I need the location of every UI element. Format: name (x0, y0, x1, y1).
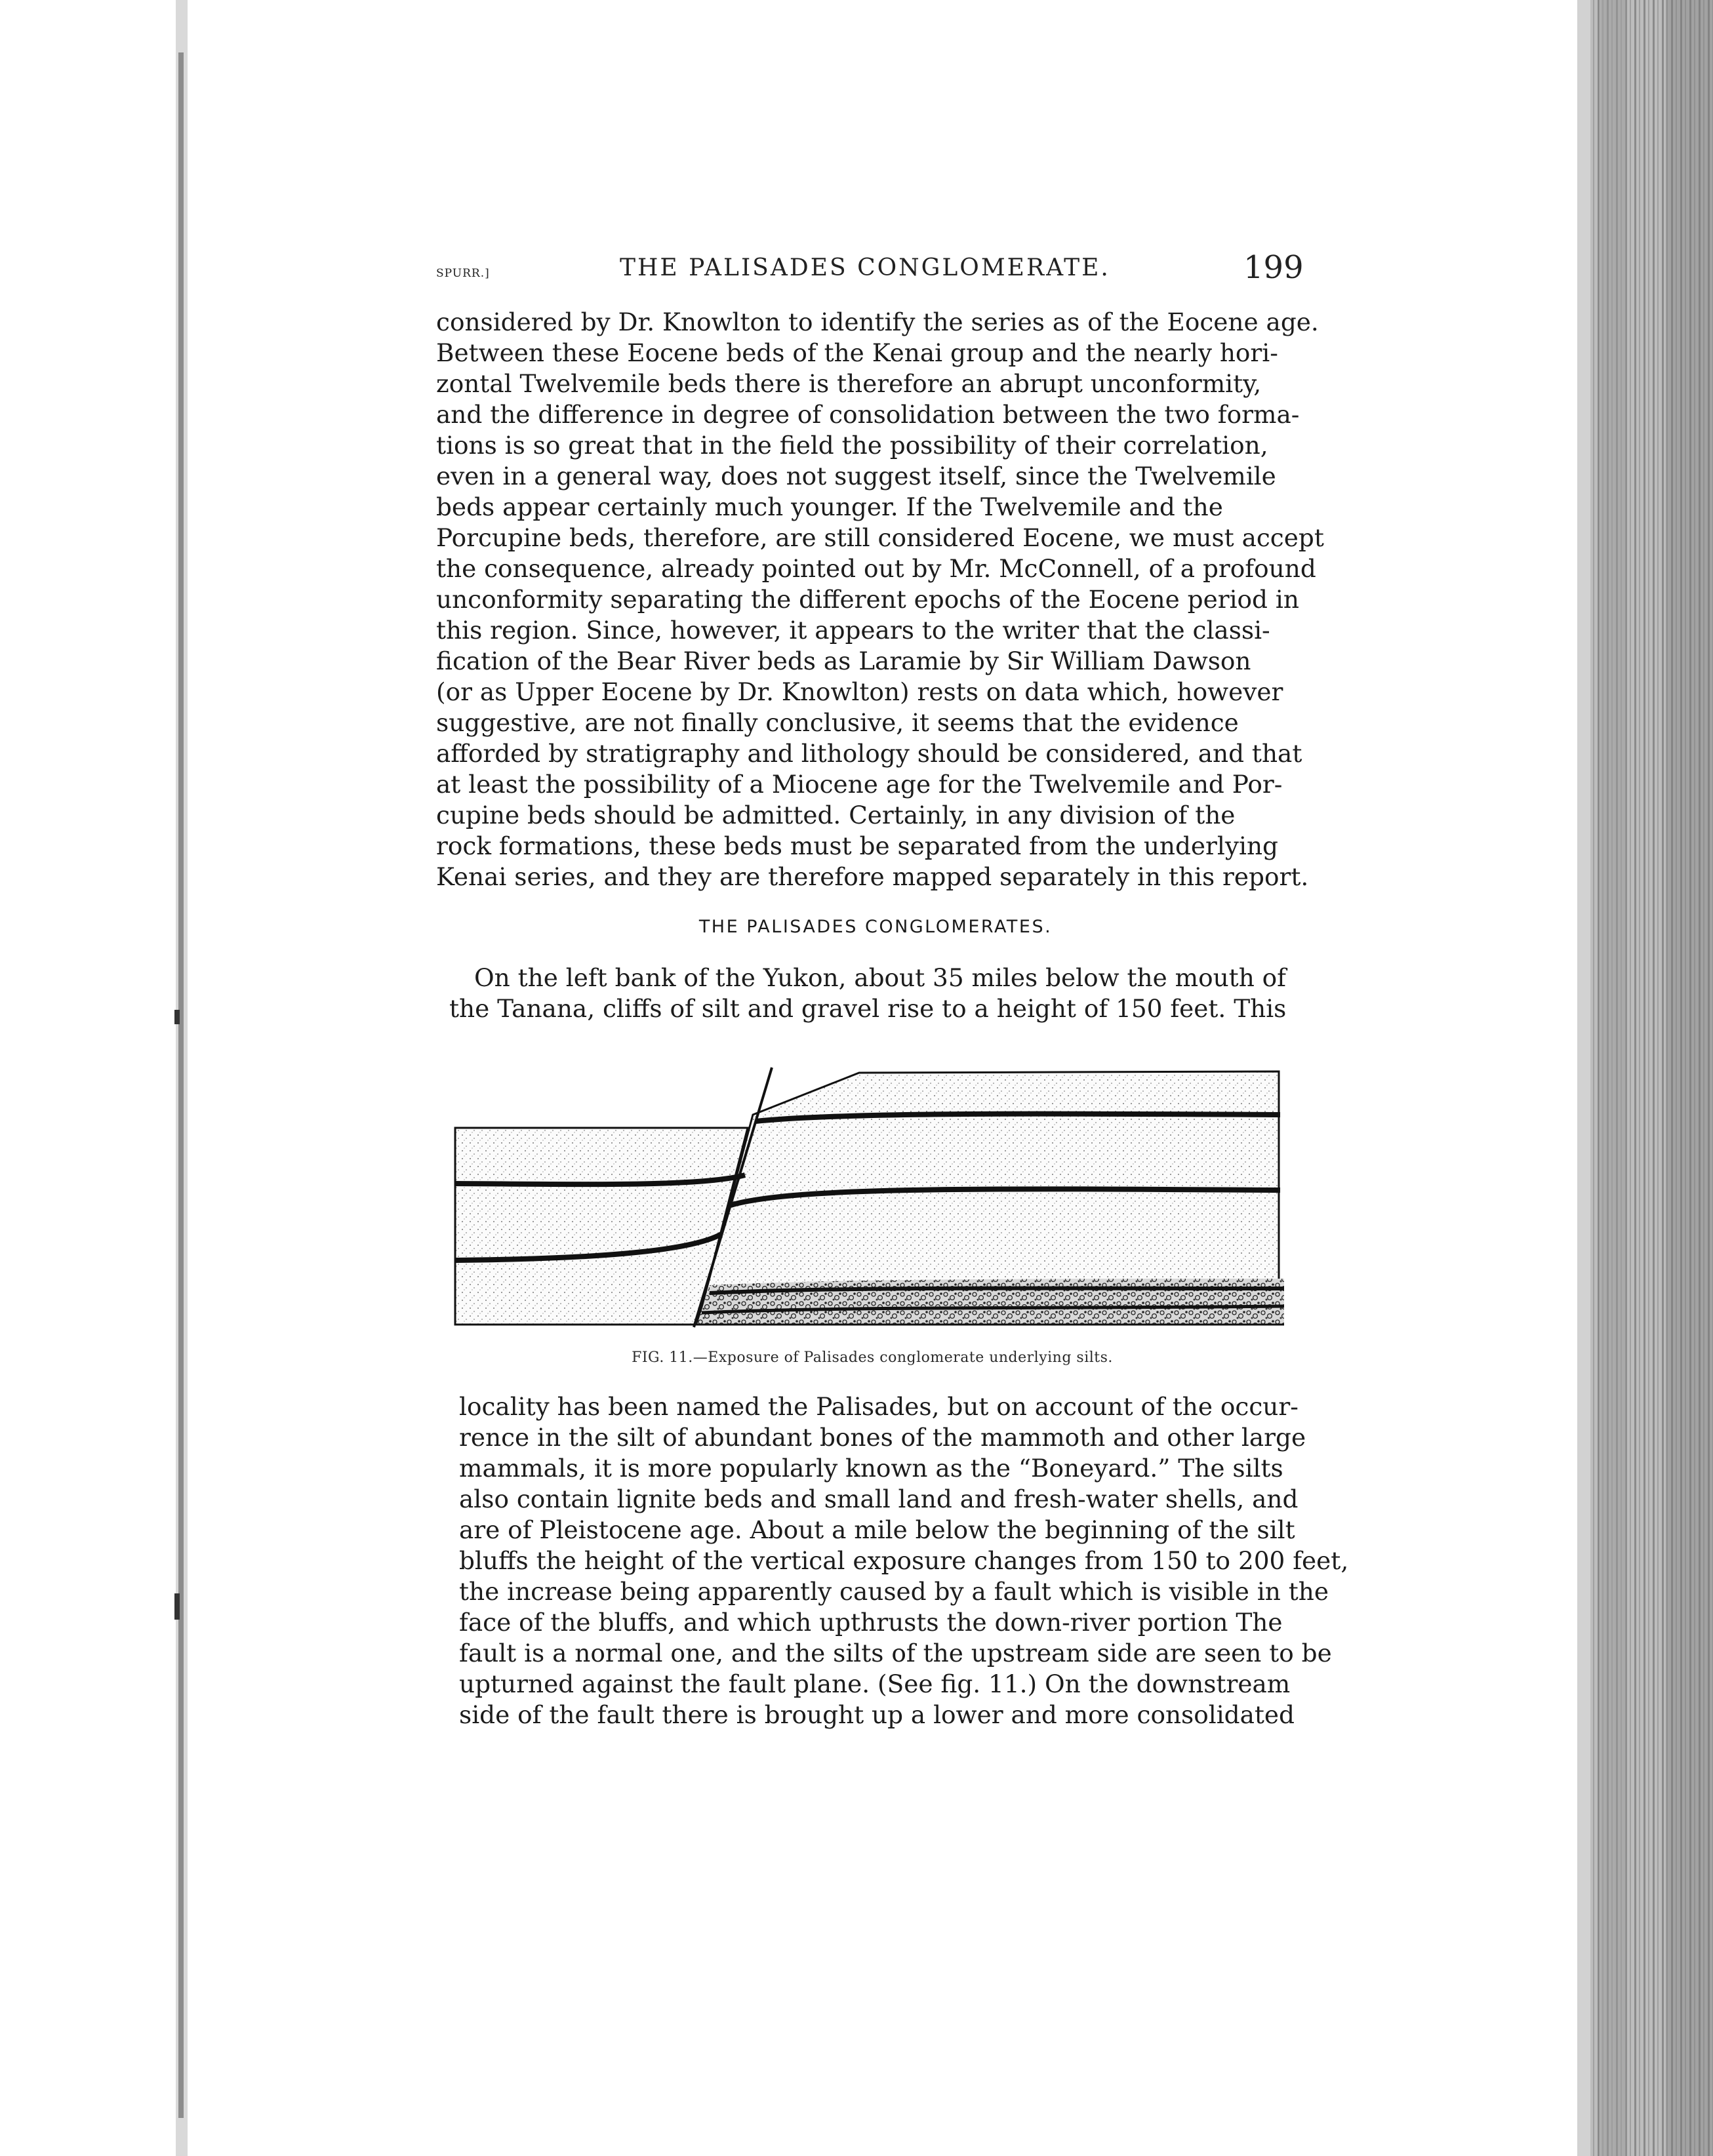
paragraph-line: fication of the Bear River beds as Laramie by Sir William Dawson (436, 647, 1251, 675)
paragraph-line: side of the fault there is brought up a lower and more consolidated (459, 1700, 1295, 1729)
paragraph-3 (459, 1391, 1349, 1730)
paragraph-line: also contain lignite beds and small land and fresh-water shells, and (459, 1485, 1299, 1513)
running-header-title: THE PALISADES CONGLOMERATE. (620, 254, 1110, 281)
paragraph-line: rock formations, these beds must be separated from the underlying (436, 831, 1278, 860)
left-gutter (174, 0, 188, 2156)
paragraph-line: suggestive, are not finally conclusive, it seems that the evidence (436, 708, 1239, 737)
paragraph-line: bluffs the height of the vertical exposure changes from 150 to 200 feet, (459, 1546, 1349, 1575)
paragraph-line: mammals, it is more popularly known as the “Boneyard.” The silts (459, 1454, 1283, 1483)
paragraph-line: face of the bluffs, and which upthrusts the down-river portion The (459, 1608, 1283, 1637)
paragraph-line: On the left bank of the Yukon, about 35 miles below the mouth of (474, 963, 1287, 992)
page-number: 199 (1243, 249, 1304, 286)
paragraph-line: rence in the silt of abundant bones of the mammoth and other large (459, 1423, 1306, 1452)
paragraph-line: afforded by stratigraphy and lithology should be considered, and that (436, 739, 1302, 768)
paragraph-line: Between these Eocene beds of the Kenai group and the nearly hori- (436, 338, 1278, 367)
paragraph-1 (436, 307, 1324, 892)
paragraph-line: are of Pleistocene age. About a mile below the beginning of the silt (459, 1515, 1295, 1544)
paragraph-line: this region. Since, however, it appears to the writer that the classi- (436, 616, 1270, 645)
paragraph-line: fault is a normal one, and the silts of the upstream side are seen to be (459, 1639, 1332, 1667)
paragraph-line: upturned against the fault plane. (See fig. 11.) On the downstream (459, 1669, 1291, 1698)
paragraph-line: and the difference in degree of consolidation between the two forma- (436, 400, 1300, 429)
paragraph-line: Kenai series, and they are therefore mapped separately in this report. (436, 862, 1309, 891)
conglomerate-bed (697, 1279, 1284, 1325)
paragraph-line: even in a general way, does not suggest itself, since the Twelvemile (436, 462, 1276, 490)
paragraph-line: cupine beds should be admitted. Certainly, in any division of the (436, 801, 1236, 829)
paragraph-line: locality has been named the Palisades, but on account of the occur- (459, 1392, 1299, 1421)
paragraph-line: Porcupine beds, therefore, are still considered Eocene, we must accept (436, 523, 1324, 552)
paragraph-line: unconformity separating the different epochs of the Eocene period in (436, 585, 1299, 614)
paragraph-2 (449, 963, 1287, 1024)
paragraph-line: the Tanana, cliffs of silt and gravel rise to a height of 150 feet. This (449, 994, 1287, 1023)
paragraph-line: considered by Dr. Knowlton to identify the series as of the Eocene age. (436, 308, 1319, 336)
paragraph-line: (or as Upper Eocene by Dr. Knowlton) rests on data which, however (436, 677, 1283, 706)
running-header-author: SPURR.] (436, 267, 490, 280)
figure-caption: FIG. 11.—Exposure of Palisades conglomerate underlying silts. (632, 1349, 1113, 1366)
paragraph-line: the increase being apparently caused by a fault which is visible in the (459, 1577, 1329, 1606)
figure-11-cross-section (453, 1062, 1292, 1338)
section-heading: THE PALISADES CONGLOMERATES. (698, 917, 1053, 937)
paragraph-line: tions is so great that in the field the possibility of their correlation, (436, 431, 1268, 460)
paragraph-line: zontal Twelvemile beds there is therefore an abrupt unconformity, (436, 369, 1262, 398)
paragraph-line: at least the possibility of a Miocene age for the Twelvemile and Por- (436, 770, 1283, 799)
paragraph-line: the consequence, already pointed out by Mr. McConnell, of a profound (436, 554, 1316, 583)
right-book-edge (1577, 0, 1713, 2156)
paragraph-line: beds appear certainly much younger. If the Twelvemile and the (436, 492, 1223, 521)
